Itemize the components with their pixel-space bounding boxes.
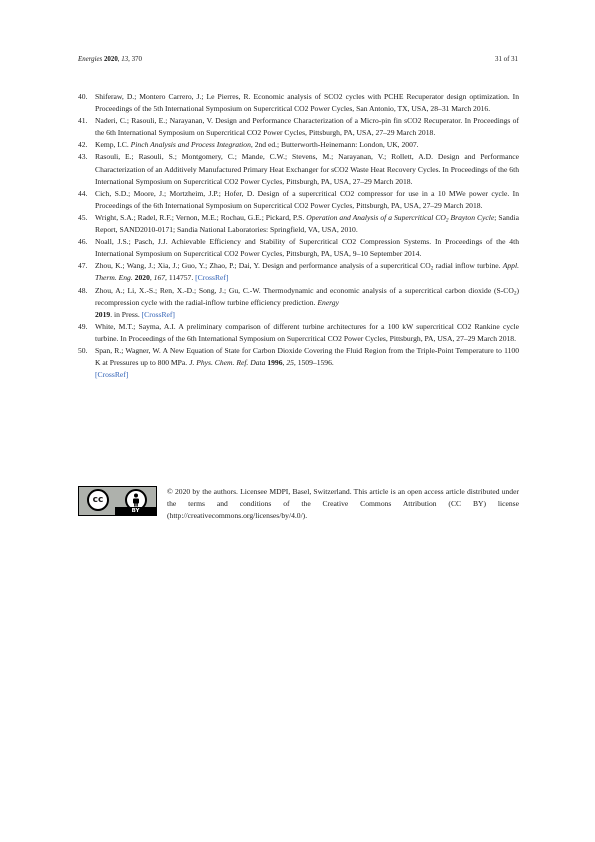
reference-pages: , 1509–1596.	[293, 358, 334, 368]
reference-year: 2019	[95, 309, 111, 319]
crossref-link[interactable]: [CrossRef]	[95, 370, 129, 380]
reference-item	[78, 212, 519, 236]
reference-journal: Appl. Therm. Eng.	[95, 261, 519, 283]
attribution-person-icon	[130, 493, 142, 507]
subscript: 2	[430, 265, 434, 272]
reference-item	[78, 345, 519, 381]
subscript: 2	[445, 217, 449, 224]
reference-text: ; Sandia Report, SAND2010-0171; Sandia National Laboratories: Springfield, VA, USA, 2010.	[95, 212, 520, 235]
reference-journal: J. Phys. Chem. Ref. Data	[189, 358, 266, 368]
reference-text: Zhou, K.; Wang, J.; Xia, J.; Guo, Y.; Zhao, P.; Dai, Y. Design and performance analysis of a supercritical CO	[95, 261, 431, 271]
reference-item	[78, 260, 519, 284]
reference-text: Noall, J.S.; Pasch, J.J. Achievable Efficiency and Stability of Supercritical CO2 Compression Systems. In Proceedings of the 4th International Symposium on Supercritical CO2 Power Cycles, Pittsburgh, PA, USA, 9–10 September 2014.	[95, 237, 519, 259]
reference-volume: 167	[153, 273, 166, 283]
license-block	[78, 486, 519, 522]
reference-item	[78, 115, 519, 139]
journal-citation: Energies 2020, 13, 370	[78, 56, 142, 63]
reference-item	[78, 151, 519, 187]
reference-text: radial inflow turbine.	[433, 261, 503, 271]
reference-title: Pinch Analysis and Process Integration	[130, 140, 251, 150]
reference-item	[78, 285, 519, 321]
reference-item	[78, 188, 519, 212]
reference-list	[78, 91, 519, 381]
journal-volume: 13	[121, 56, 129, 63]
reference-number: 40.	[78, 92, 88, 101]
reference-number: 46.	[78, 237, 88, 247]
reference-text: Wright, S.A.; Radel, R.F.; Vernon, M.E.; Rochau, G.E.; Pickard, P.S.	[95, 212, 307, 222]
reference-number: 41.	[78, 116, 88, 126]
cc-by-license-badge[interactable]	[78, 486, 157, 516]
running-header	[78, 56, 518, 63]
by-label: BY	[115, 507, 156, 515]
crossref-link[interactable]: [CrossRef]	[141, 309, 175, 319]
reference-number: 48.	[78, 285, 88, 295]
reference-text: White, M.T.; Sayma, A.I. A preliminary comparison of different turbine architectures for a 100 kW supercritical CO2 Rankine cycle turbine. In Proceedings of the 6th International Symposium on Supercritical CO2 Power Cycles, Pittsburgh, PA, USA, 27–29 March 2018.	[95, 321, 519, 343]
reference-text: Naderi, C.; Rasouli, E.; Narayanan, V. Design and Performance Characterization of a Micro-pin fin sCO2 Recuperator. In Proceedings of the 6th International Symposium on Supercritical CO2 Power Cycles, Pittsburgh, PA, USA, 27–29 March 2018.	[95, 116, 519, 138]
reference-text: Kemp, I.C.	[95, 140, 131, 150]
reference-number: 45.	[78, 212, 88, 222]
subscript: 2	[513, 290, 517, 296]
journal-year: 2020	[103, 56, 118, 63]
reference-text: Rasouli, E.; Rasouli, S.; Montgomery, C.; Mande, C.W.; Stevens, M.; Narayanan, V.; Rollett, A.D. Design and Performance Characterization of an Additively Manufactured Primary Heat Exchanger for sCO2 Waste Heat Recovery Cycles. In Proceedings of the 6th International Symposium on Supercritical CO2 Power Cycles, Pittsburgh, PA, USA, 27–29 March 2018.	[95, 152, 519, 186]
reference-text: Zhou, A.; Li, X.-S.; Ren, X.-D.; Song, J.; Gu, C.-W. Thermodynamic and economic analysis of a supercritical carbon dioxide (S-CO	[95, 285, 514, 295]
reference-pages: , 114757.	[165, 273, 196, 283]
reference-text: Cich, S.D.; Moore, J.; Mortzheim, J.P.; Hofer, D. Design of a supercritical CO2 compressor for use in a 10 MWe power cycle. In Proceedings of the 6th International Symposium on Supercritical CO2 Power Cycles, Pittsburgh, PA, USA, 27–29 March 2018.	[95, 188, 519, 210]
page-number: 31 of 31	[495, 56, 518, 63]
reference-number: 43.	[78, 152, 88, 162]
journal-name: Energies	[78, 56, 103, 63]
cc-icon-label: cc	[92, 495, 104, 505]
reference-text: . in Press.	[110, 309, 142, 319]
article-number: 370	[131, 56, 142, 63]
reference-text: Span, R.; Wagner, W. A New Equation of State for Carbon Dioxide Covering the Fluid Region from the Triple-Point Temperature to 1100 K at Pressures up to 800 MPa.	[95, 345, 519, 368]
creative-commons-icon	[87, 489, 109, 511]
reference-text: Shiferaw, D.; Montero Carrero, J.; Le Pierres, R. Economic analysis of SCO2 cycles with PCHE Recuperator design optimization. In Proceedings of the 5th International Symposium on Supercritical CO2 Power Cycles, San Antonio, TX, USA, 28–31 March 2016.	[95, 92, 519, 114]
reference-item	[78, 139, 519, 151]
reference-journal: Energy	[317, 297, 339, 307]
reference-volume: 25	[286, 358, 294, 368]
reference-number: 44.	[78, 188, 88, 198]
reference-number: 42.	[78, 140, 88, 150]
reference-text: ) recompression cycle with the radial-inflow turbine efficiency prediction.	[95, 285, 519, 307]
reference-number: 49.	[78, 321, 88, 331]
reference-text: , 2nd ed.; Butterworth-Heinemann: London, UK, 2007.	[250, 140, 419, 150]
crossref-link[interactable]: [CrossRef]	[195, 273, 229, 283]
separator: ,	[282, 358, 287, 368]
separator: ,	[149, 273, 154, 283]
reference-year: 1996	[267, 358, 283, 368]
reference-number: 50.	[78, 345, 88, 355]
reference-year: 2020	[134, 273, 150, 283]
reference-title: Brayton Cycle	[450, 212, 495, 222]
reference-number: 47.	[78, 261, 88, 271]
reference-item	[78, 91, 519, 115]
reference-title: Operation and Analysis of a Supercritical CO	[306, 212, 446, 222]
reference-item	[78, 321, 519, 345]
license-text: © 2020 by the authors. Licensee MDPI, Basel, Switzerland. This article is an open access article distributed under the terms and conditions of the Creative Commons Attribution (CC BY) license (http://creativecommons.org/licenses/by/4.0/).	[167, 487, 519, 521]
reference-item	[78, 236, 519, 260]
